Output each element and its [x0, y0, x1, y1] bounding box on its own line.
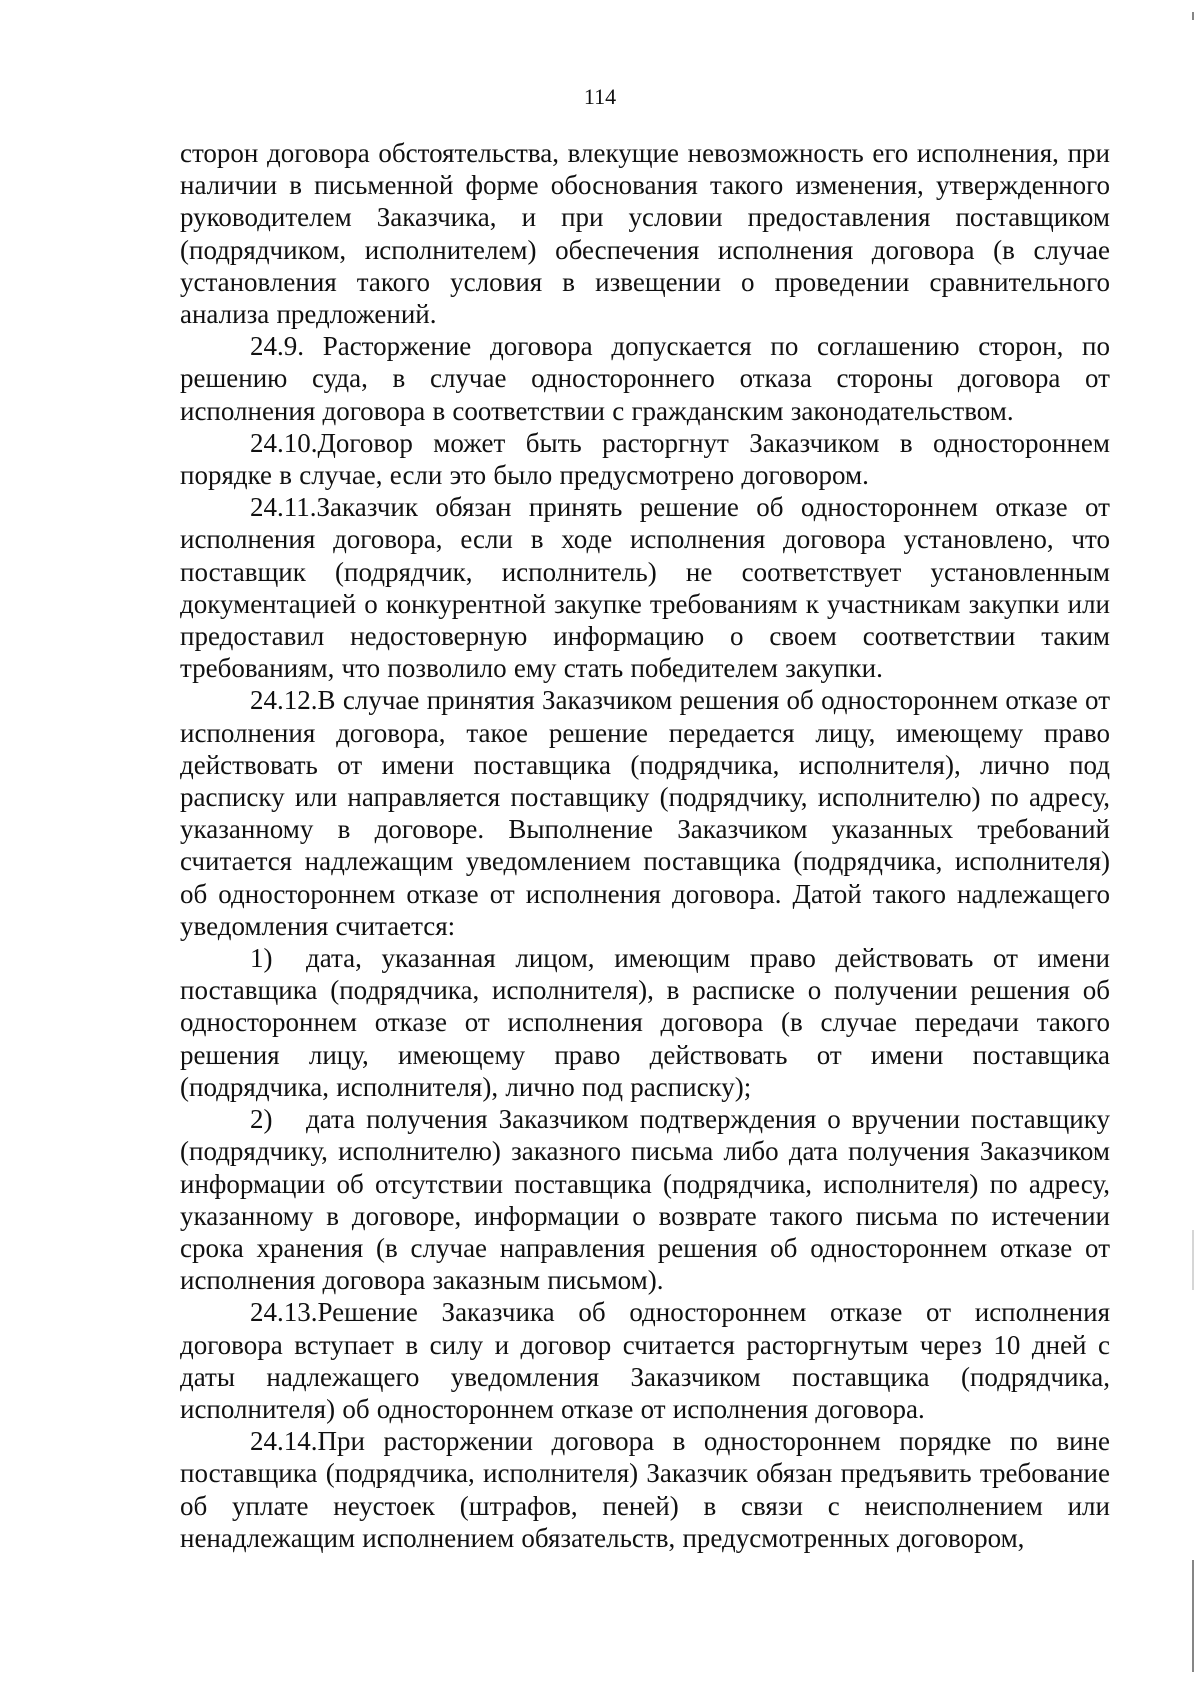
list-item-text: дата, указанная лицом, имеющим право действовать от имени поставщика (подрядчика, исполнителя), в расписке о получении решения об одностороннем отказе от исполнения договора (в случае передачи такого решения лицу, имеющему право действовать от имени поставщика (подрядчика, исполнителя), лично под расписку); — [180, 943, 1110, 1102]
document-body — [180, 137, 1110, 1554]
paragraph-24-10: 24.10.Договор может быть расторгнут Заказчиком в одностороннем порядке в случае, если это было предусмотрено договором. — [180, 427, 1110, 491]
list-item-text: дата получения Заказчиком подтверждения о вручении поставщику (подрядчику, исполнителю) заказного письма либо дата получения Заказчиком информации об отсутствии поставщика (подрядчика, исполнителя) по адресу, указанному в договоре, информации о возврате такого письма по истечении срока хранения (в случае направления решения об одностороннем отказе от исполнения договора заказным письмом). — [180, 1104, 1110, 1296]
paragraph-24-12: 24.12.В случае принятия Заказчиком решения об одностороннем отказе от исполнения договора, такое решение передается лицу, имеющему право действовать от имени поставщика (подрядчика, исполнителя), лично под расписку или направляется поставщику (подрядчику, исполнителю) по адресу, указанному в договоре. Выполнение Заказчиком указанных требований считается надлежащим уведомлением поставщика (подрядчика, исполнителя) об одностороннем отказе от исполнения договора. Датой такого надлежащего уведомления считается: — [180, 685, 1110, 941]
scan-edge-mark — [1192, 12, 1194, 20]
paragraph-continuation: сторон договора обстоятельства, влекущие невозможность его исполнения, при наличии в письменной форме обоснования такого изменения, утвержденного руководителем Заказчика, и при условии предоставления поставщиком (подрядчиком, исполнителем) обеспечения исполнения договора (в случае установления такого условия в извещении о проведении сравнительного анализа предложений. — [180, 138, 1110, 330]
scan-edge-mark — [1192, 1560, 1194, 1672]
list-item — [180, 1103, 1110, 1296]
list-item-number: 2) — [250, 1104, 273, 1135]
list-item-number: 1) — [250, 943, 273, 974]
paragraph-24-9: 24.9. Расторжение договора допускается по соглашению сторон, по решению суда, в случае одностороннего отказа стороны договора от исполнения договора в соответствии с гражданским законодательством. — [180, 331, 1110, 426]
page-number: 114 — [583, 84, 617, 109]
paragraph-24-13: 24.13.Решение Заказчика об одностороннем отказе от исполнения договора вступает в силу и договор считается расторгнутым через 10 дней с даты надлежащего уведомления Заказчиком поставщика (подрядчика, исполнителя) об одностороннем отказе от исполнения договора. — [180, 1297, 1110, 1424]
list-item — [180, 942, 1110, 1103]
paragraph-24-14: 24.14.При расторжении договора в одностороннем порядке по вине поставщика (подрядчика, исполнителя) Заказчик обязан предъявить требование об уплате неустоек (штрафов, пеней) в связи с неисполнением или ненадлежащим исполнением обязательств, предусмотренных договором, — [180, 1426, 1110, 1553]
paragraph-24-11: 24.11.Заказчик обязан принять решение об одностороннем отказе от исполнения договора, если в ходе исполнения договора установлено, что поставщик (подрядчик, исполнитель) не соответствует установленным документацией о конкурентной закупке требованиям к участникам закупки или предоставил недостоверную информацию о своем соответствии таким требованиям, что позволило ему стать победителем закупки. — [180, 492, 1110, 684]
scan-edge-mark — [1192, 1230, 1194, 1290]
